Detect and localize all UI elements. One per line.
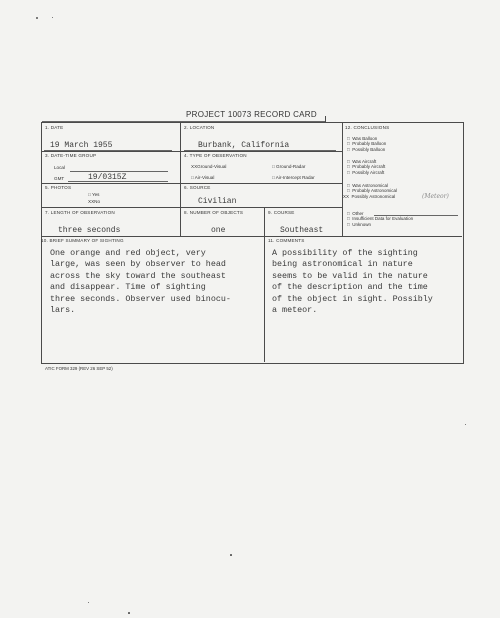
length-of-observation-value: three seconds	[58, 226, 121, 235]
scan-speck	[52, 17, 53, 18]
scan-speck	[128, 612, 130, 614]
summary-line: One orange and red object, very	[50, 248, 206, 258]
comments-line: A possibility of the sighting	[272, 248, 418, 258]
summary-label: 10. BRIEF SUMMARY OF SIGHTING	[41, 238, 124, 243]
record-card-form	[41, 122, 464, 364]
summary-line: lars.	[50, 305, 76, 316]
length-of-observation-label: 7. LENGTH OF OBSERVATION	[45, 210, 115, 215]
comments-line: a meteor.	[272, 305, 318, 316]
ground-radar-checkbox: □ Ground-Radar	[272, 164, 306, 169]
form-number: ATIC FORM 329 (REV 26 SEP 52)	[45, 366, 113, 371]
source-label: 6. SOURCE	[184, 185, 211, 190]
comments-label: 11. COMMENTS	[268, 238, 305, 243]
divider	[41, 151, 342, 152]
date-underline	[44, 150, 172, 151]
photos-label: 5. PHOTOS	[45, 185, 72, 190]
divider	[41, 207, 342, 208]
gmt-underline	[68, 181, 168, 182]
source-value: Civilian	[198, 197, 237, 206]
photos-yes-checkbox: □ Yes	[88, 192, 100, 197]
summary-line: across the sky toward the southeast	[50, 270, 226, 281]
date-value: 19 March 1955	[50, 141, 113, 150]
location-label: 2. LOCATION	[184, 125, 215, 130]
handwritten-meteor-note: (Meteor)	[422, 193, 449, 200]
number-of-objects-label: 8. NUMBER OF OBJECTS	[184, 210, 244, 215]
divider	[342, 122, 343, 236]
scan-speck	[230, 554, 232, 556]
conclusions-balloon-options: □ Was Balloon □ Probably Balloon □ Possibly Balloon	[347, 136, 387, 152]
conclusions-astronomical-options: □ Was Astronomical □ Probably Astronomical	[347, 183, 397, 194]
course-label: 9. COURSE	[268, 210, 295, 215]
divider	[264, 236, 265, 362]
photos-no-checkbox: XXNo	[88, 199, 101, 204]
conclusions-possibly-astronomical-checkbox: XX Possibly Astronomical	[343, 194, 396, 199]
ground-visual-checkbox: XXGround-Visual	[191, 164, 227, 169]
divider	[180, 122, 181, 236]
local-time-label: Local	[54, 165, 65, 170]
conclusions-aircraft-options: □ Was Aircraft □ Probably Aircraft □ Possibly Aircraft	[347, 159, 386, 175]
summary-line: large, was seen by observer to head	[50, 259, 226, 270]
observation-type-label: 4. TYPE OF OBSERVATION	[184, 153, 247, 158]
gmt-value: 19/0315Z	[88, 173, 127, 182]
air-intercept-radar-checkbox: □ Air-Intercept Radar	[272, 175, 315, 180]
other-underline	[374, 215, 458, 216]
divider	[264, 207, 265, 236]
comments-line: of the object in sight. Possibly	[272, 293, 433, 304]
location-underline	[184, 150, 336, 151]
summary-line: and disappear. Time of sighting	[50, 282, 206, 293]
gmt-label: GMT	[54, 176, 65, 181]
date-label: 1. DATE	[45, 125, 64, 130]
divider	[41, 236, 462, 237]
comments-line: being astronomical in nature	[272, 259, 413, 270]
conclusions-other-options: □ Other □ Insufficient Data for Evaluation □ Unknown	[347, 211, 414, 227]
card-title: PROJECT 10073 RECORD CARD	[186, 110, 317, 119]
scan-speck	[465, 424, 466, 425]
location-value: Burbank, California	[198, 141, 290, 150]
summary-line: three seconds. Observer used binocu-	[50, 293, 231, 304]
divider	[41, 183, 342, 184]
datetime-group-label: 3. DATE-TIME GROUP	[45, 153, 97, 158]
number-of-objects-value: one	[211, 226, 226, 235]
conclusions-label: 12. CONCLUSIONS	[345, 125, 390, 130]
course-value: Southeast	[280, 226, 324, 235]
comments-line: seems to be valid in the nature	[272, 270, 428, 281]
scan-speck	[88, 602, 89, 603]
local-time-underline	[70, 171, 168, 172]
comments-line: of the description and the time	[272, 282, 428, 293]
scan-speck	[36, 17, 38, 19]
comments-text	[272, 248, 433, 316]
air-visual-checkbox: □ Air-Visual	[191, 175, 215, 180]
summary-text	[50, 248, 231, 316]
